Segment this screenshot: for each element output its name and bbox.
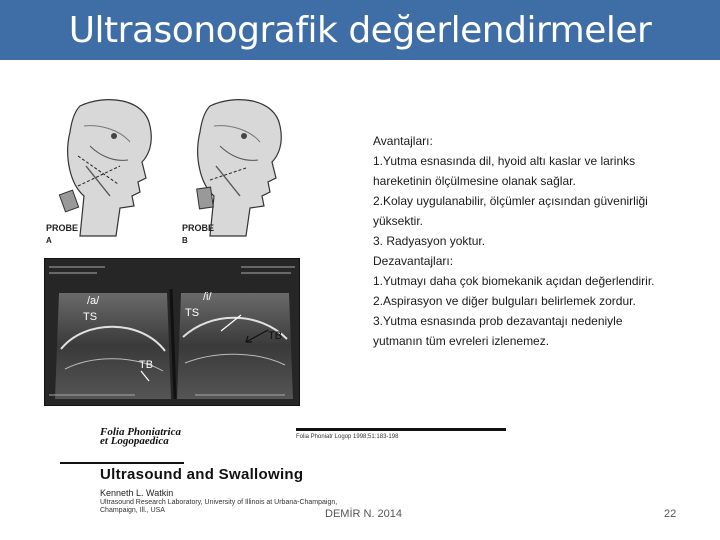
text-line: Avantajları: (373, 134, 433, 148)
scan-label-a: /a/ (87, 295, 100, 307)
affiliation-line1: Ultrasound Research Laboratory, University of Illinois at Urbana-Champaign, (100, 499, 338, 506)
tb-label-bottom: TB (139, 359, 154, 371)
probe-label-a: PROBE (46, 223, 79, 233)
affiliation-line2: Champaign, Ill., USA (100, 507, 165, 514)
journal-name-line2: et Logopaedica (100, 435, 169, 447)
article-author: Kenneth L. Watkin (100, 488, 174, 498)
text-line: 1.Yutma esnasında dil, hyoid altı kaslar ve larinks (373, 154, 636, 168)
text-line: 2.Kolay uygulanabilir, ölçümler açısından güvenirliği (373, 194, 648, 208)
tb-label-right: TB (268, 330, 283, 342)
slide-title: Ultrasonografik değerlendirmeler (68, 9, 652, 51)
title-bar (0, 0, 720, 60)
text-line: hareketinin ölçülmesine olanak sağlar. (373, 174, 576, 188)
ultrasound-figure (44, 96, 300, 408)
text-line: 3. Radyasyon yoktur. (373, 234, 486, 248)
panel-letter-b: B (182, 236, 188, 245)
text-line: 1.Yutmayı daha çok biomekanik açıdan değerlendirir. (373, 274, 655, 288)
article-title: Ultrasound and Swallowing (100, 466, 304, 483)
ts-label-left: TS (83, 311, 98, 323)
advantages-disadvantages-text (373, 131, 693, 351)
footer-author: DEMİR N. 2014 (325, 508, 403, 520)
text-line: yutmanın tüm evreleri izlenemez. (373, 334, 550, 348)
probe-label-b: PROBE (182, 223, 215, 233)
page-number: 22 (664, 508, 677, 520)
journal-citation (60, 425, 520, 520)
citation-rule (296, 428, 506, 431)
text-line: Dezavantajları: (373, 254, 454, 268)
citation-text: Folia Phoniatr Logop 1998;51:183-198 (296, 434, 399, 440)
text-line: 3.Yutma esnasında prob dezavantajı nedeniyle (373, 314, 623, 328)
panel-letter-a: A (46, 236, 52, 245)
journal-name-line1: Folia Phoniatrica (100, 426, 181, 438)
text-line: yüksektir. (373, 214, 424, 228)
scan-label-i: /i/ (203, 291, 212, 303)
ts-label-right: TS (185, 307, 200, 319)
title-rule (60, 462, 184, 464)
tb-arrow-icon (240, 326, 270, 346)
text-line: 2.Aspirasyon ve diğer bulguları belirlemek zordur. (373, 294, 636, 308)
